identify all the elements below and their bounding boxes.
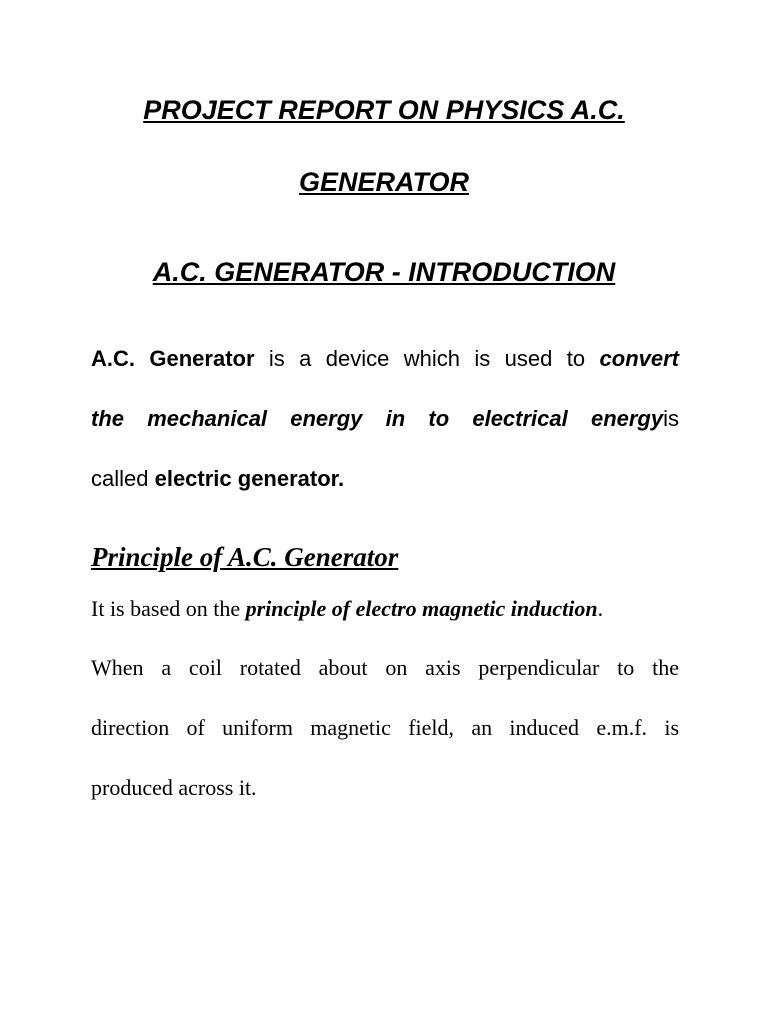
intro-text-3: called <box>91 466 155 491</box>
principle-paragraph-line-3: direction of uniform magnetic field, an induced e.m.f. is <box>91 715 679 740</box>
intro-paragraph-line-1 <box>91 344 679 374</box>
report-title-line-1: PROJECT REPORT ON PHYSICS A.C. <box>143 95 625 125</box>
emphasis-electromagnetic-induction: principle of electro magnetic induction <box>245 596 598 621</box>
principle-paragraph-line-2: When a coil rotated about on axis perpendicular to the <box>91 655 679 680</box>
term-ac-generator: A.C. Generator <box>91 346 255 371</box>
intro-text-1: is a device which is used to <box>254 346 600 371</box>
intro-paragraph-line-3 <box>91 464 679 494</box>
intro-text-2: is <box>663 406 679 431</box>
principle-paragraph-line-1 <box>91 594 679 624</box>
principle-paragraph-line-4: produced across it. <box>91 775 257 800</box>
report-title-line-2: GENERATOR <box>298 167 469 197</box>
introduction-heading: A.C. GENERATOR - INTRODUCTION <box>152 257 616 287</box>
emphasis-convert: convert <box>599 346 679 371</box>
emphasis-energy-conversion: the mechanical energy in to electrical energy <box>91 406 664 431</box>
principle-heading: Principle of A.C. Generator <box>91 542 399 572</box>
principle-text-1: It is based on the <box>91 596 246 621</box>
term-electric-generator: electric generator. <box>154 466 345 491</box>
intro-paragraph-line-2 <box>91 404 679 434</box>
principle-period: . <box>597 596 604 621</box>
